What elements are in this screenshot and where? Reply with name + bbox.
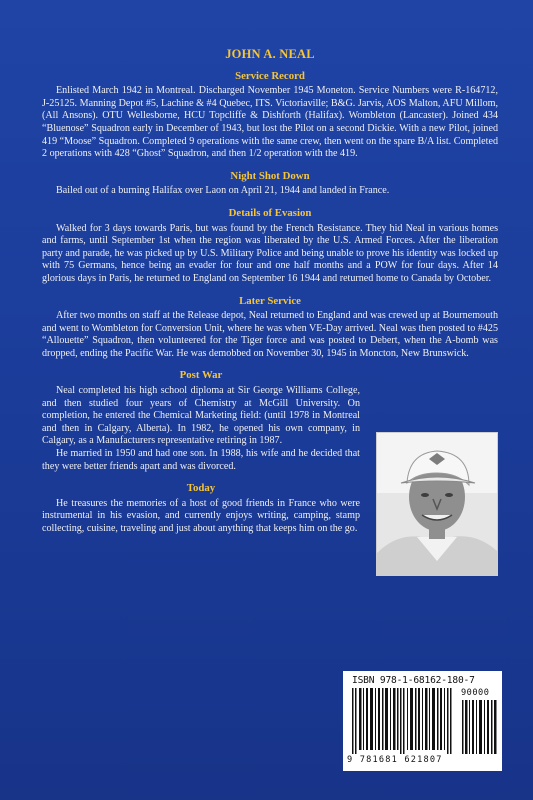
section-today — [42, 482, 360, 535]
isbn-label: ISBN 978-1-68162-180-7 — [352, 675, 475, 686]
section-paragraph: He married in 1950 and had one son. In 1988, his wife and he decided that they were better friends apart and was divorced. — [42, 448, 360, 472]
page-title: JOHN A. NEAL — [225, 47, 315, 61]
barcode-addon-number: 90000 — [461, 688, 490, 698]
section-heading: Details of Evasion — [228, 206, 312, 219]
section-night-shot-down — [42, 170, 498, 198]
section-heading: Service Record — [235, 69, 305, 82]
barcode-number: 9 781681 621807 — [347, 755, 443, 765]
section-later-service — [42, 295, 498, 361]
author-portrait-image — [377, 433, 497, 575]
section-paragraph: Bailed out of a burning Halifax over Laon on April 21, 1944 and landed in France. — [56, 185, 390, 197]
section-heading: Later Service — [239, 294, 301, 307]
section-details-of-evasion — [42, 207, 498, 286]
isbn-barcode — [343, 671, 502, 771]
section-heading: Post War — [179, 369, 223, 382]
section-paragraph: Enlisted March 1942 in Montreal. Discharged November 1945 Moneton. Service Numbers were R-164712, J-25125. Manning Depot #5, Lachine & #4 Quebec, ITS. Victoriaville; B&G. Jarvis, AOS Malton, AFU Millom, (All Ansons). OTU Wellesborne, HCU Topcliffe & Dishforth (Halifax). Wombleton (Lancaster). Joined 434 “Bluenose” Squadron early in December of 1943, but lost the Pilot on a second Dickie. With a new Pilot, joined 419 “Moose” Squadron. Completed 9 operations with the same crew, then went on the spare B/A list. Completed 2 operations with 428 “Ghost” Squadron, and then 1/2 operation with the 419. — [42, 85, 498, 160]
section-post-war — [42, 369, 360, 473]
author-photo — [376, 432, 498, 576]
section-paragraph: He treasures the memories of a host of good friends in France who were instrumental in his evasion, and currently enjoys writing, camping, stamp collecting, cuisine, traveling and just about anything that keeps him on the go. — [42, 497, 360, 534]
section-heading: Today — [186, 482, 216, 495]
section-paragraph: Neal completed his high school diploma at Sir George Williams College, and then studied four years of Chemistry at McGill University. On completion, he entered the Chemical Marketing field: (until 1978 in Montreal and then in Calgary, Alberta). In 1982, he opened his own company, in Calgary, as a Manufacturers representative retiring in 1987. — [42, 385, 360, 447]
section-paragraph: Walked for 3 days towards Paris, but was found by the French Resistance. They hid Neal in various homes and farms, until September 1st when the region was liberated by the U.S. Armed Forces. After the liberation party and parade, he was picked up by U.S. Military Police and being unable to prove his identity was locked up with 75 Germans, hence being an evader for four and one half months and a POW for four days. After 14 glorious days in Paris, he returned to England on September 16 1944 and returned home to Canada by October. — [42, 222, 498, 284]
section-service-record — [42, 70, 498, 161]
barcode-bars — [350, 688, 498, 756]
section-paragraph: After two months on staff at the Release depot, Neal returned to England and was crewed up at Bournemouth and went to Wombleton for Conversion Unit, where he was when VE-Day arrived. Neal was then posted to #425 “Allouette” Squadron, then volunteered for the Tiger force and was posted to Debert, when the A-bomb was dropped, ending the Pacific War. He was demobbed on November 30, 1945 in Moncton, New Brunswick. — [42, 310, 498, 359]
section-heading: Night Shot Down — [230, 169, 310, 182]
